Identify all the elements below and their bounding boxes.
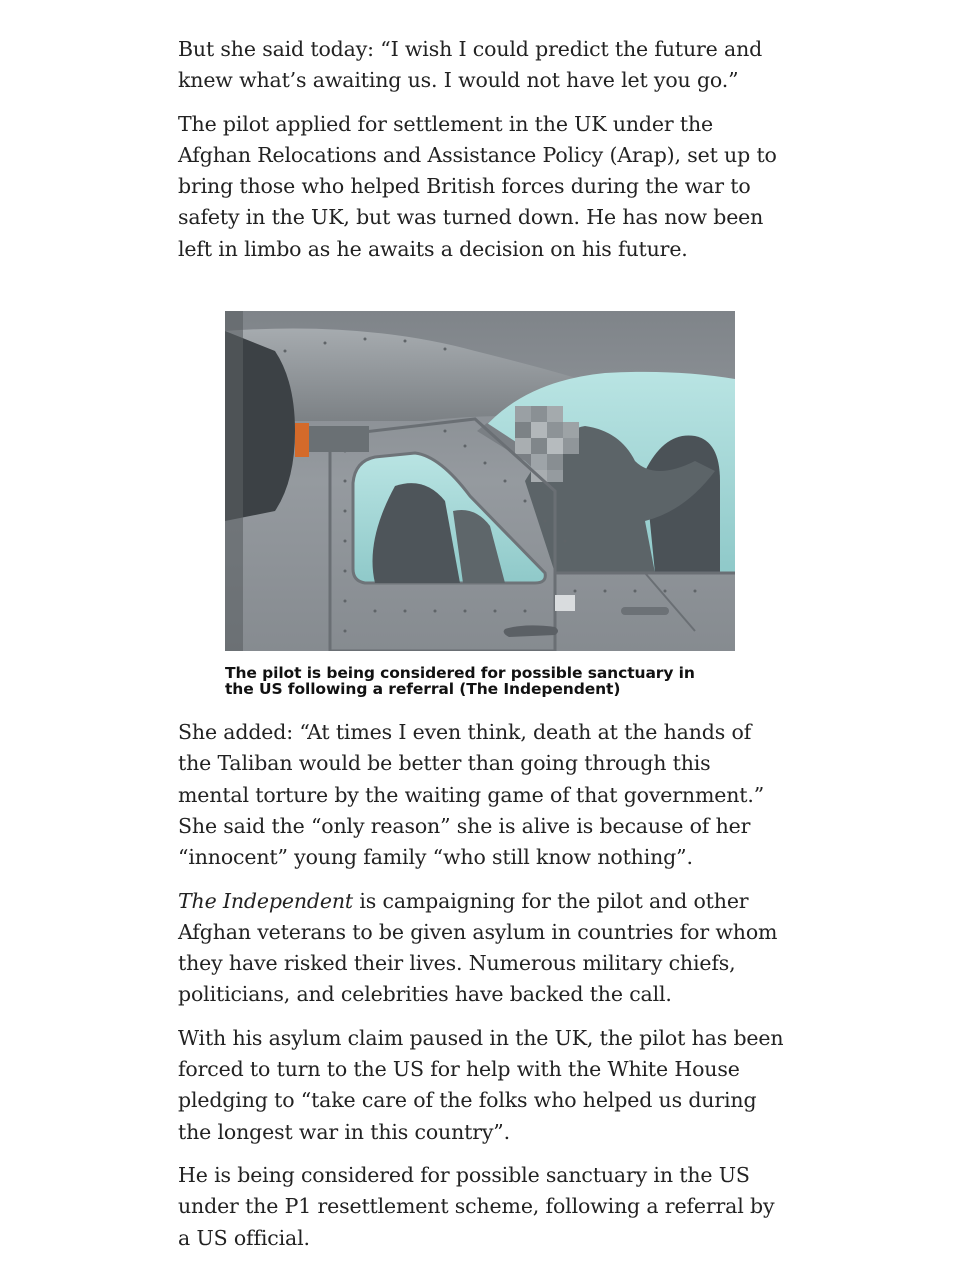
article-paragraph: But she said today: “I wish I could predict the future and knew what’s awaiting us. I would not have let you go.”	[178, 37, 763, 93]
article-paragraph	[178, 886, 786, 1011]
article-paragraph: She added: “At times I even think, death at the hands of the Taliban would be better than going through this mental torture by the waiting game of that government.” She said the “only reason” she is alive is because of her “innocent” young family “who still know nothing”.	[178, 720, 765, 870]
article-paragraph: He is being considered for possible sanctuary in the US under the P1 resettlement scheme, following a referral by a US official.	[178, 1162, 775, 1250]
article-paragraph-text: is campaigning for the pilot and other Afghan veterans to be given asylum in countries for whom they have risked their lives. Numerous military chiefs, politicians, and celebrities have backed the call.	[178, 888, 778, 1007]
article-paragraph: The pilot applied for settlement in the UK under the Afghan Relocations and Assistance Policy (Arap), set up to bring those who helped British forces during the war to safety in the UK, but was turned down. He has now been left in limbo as he awaits a decision on his future.	[178, 111, 777, 261]
aircraft-photo-illustration	[225, 311, 735, 651]
cockpit-photo	[225, 311, 735, 651]
article-paragraph: With his asylum claim paused in the UK, the pilot has been forced to turn to the US for help with the White House pledging to “take care of the folks who helped us during the longest war in this country”.	[178, 1025, 784, 1144]
figure-caption: The pilot is being considered for possible sanctuary in the US following a referral (The Independent)	[225, 664, 695, 699]
article-body	[178, 34, 786, 1266]
publication-name: The Independent	[178, 888, 353, 913]
article-figure	[225, 311, 735, 697]
